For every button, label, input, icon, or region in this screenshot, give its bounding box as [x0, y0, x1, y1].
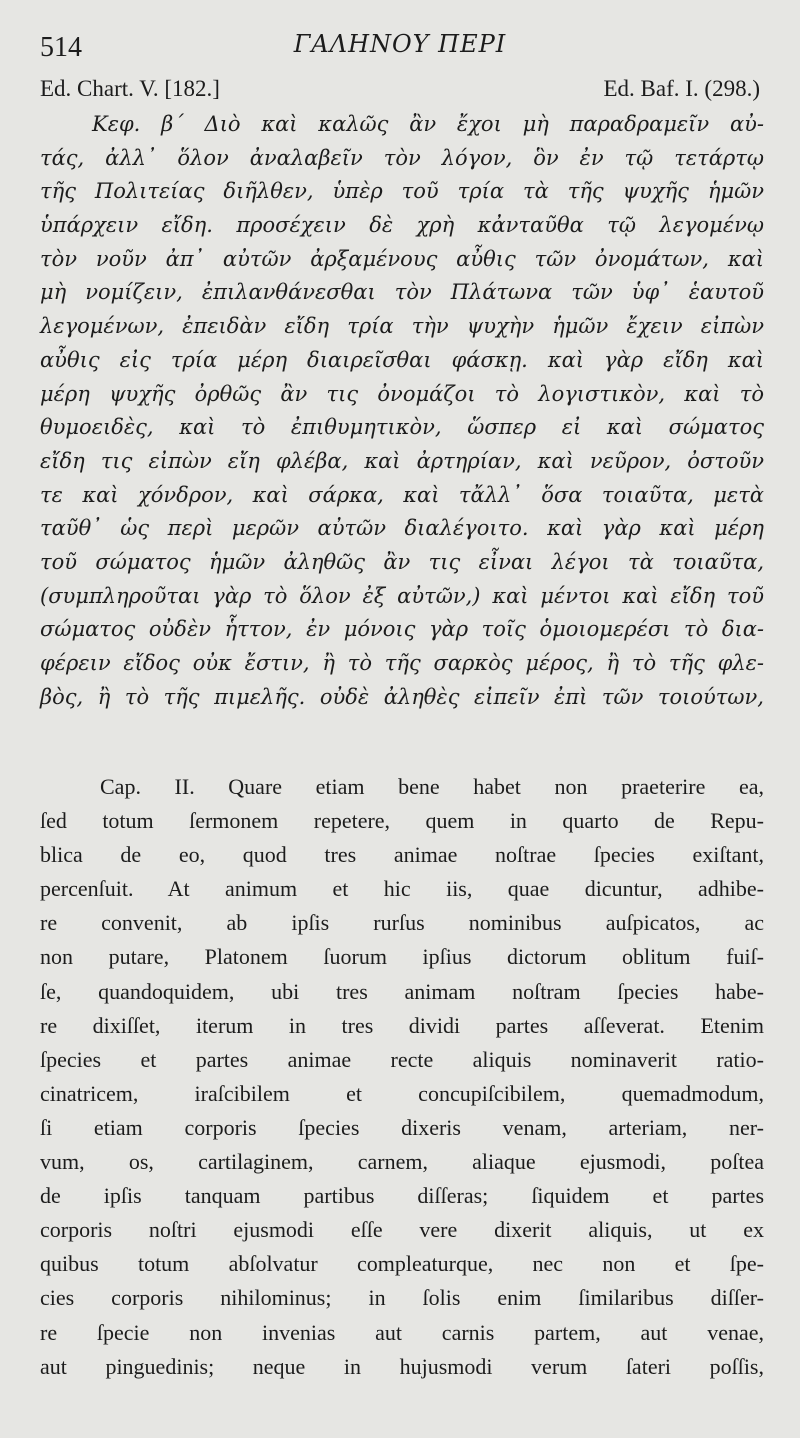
latin-line: vum, os, cartilaginem, carnem, aliaque ejusmodi, poſtea — [40, 1149, 764, 1175]
greek-line: Κεφ. β΄ Διὸ καὶ καλῶς ἂν ἔχοι μὴ παραδραμεῖν αὐ- — [92, 112, 764, 136]
latin-line: ſpecies et partes animae recte aliquis nominaverit ratio- — [40, 1046, 764, 1072]
greek-line: τῆς Πολιτείας διῆλθεν, ὑπὲρ τοῦ τρία τὰ τῆς ψυχῆς ἡμῶν — [40, 179, 764, 204]
greek-line: τὸν νοῦν ἀπ᾽ αὐτῶν ἀρξαμένους αὖθις τῶν ὀνομάτων, καὶ — [40, 246, 764, 271]
latin-line: re ſpecie non invenias aut carnis partem, aut venae, — [40, 1319, 764, 1345]
greek-line: τάς, ἀλλ᾽ ὅλον ἀναλαβεῖν τὸν λόγον, ὃν ἐν τῷ τετάρτῳ — [40, 145, 764, 170]
latin-line: re dixiſſet, iterum in tres dividi partes aſſeverat. Etenim — [40, 1012, 764, 1038]
edition-references — [40, 76, 760, 106]
greek-line: αὖθις εἰς τρία μέρη διαιρεῖσθαι φάσκῃ. καὶ γὰρ εἴδη καὶ — [40, 347, 764, 372]
latin-line: cinatricem, iraſcibilem et concupiſcibilem, quemadmodum, — [40, 1080, 764, 1106]
latin-line: ſe, quandoquidem, ubi tres animam noſtram ſpecies habe- — [40, 978, 764, 1004]
page-header — [0, 30, 800, 70]
greek-line: φέρειν εἴδος οὐκ ἔστιν, ἢ τὸ τῆς σαρκὸς μέρος, ἢ τὸ τῆς φλε- — [40, 651, 764, 675]
greek-line: (συμπληροῦται γὰρ τὸ ὅλον ἐξ αὐτῶν,) καὶ μέντοι καὶ εἴδη τοῦ — [40, 583, 764, 608]
greek-line: τοῦ σώματος ἡμῶν ἀληθῶς ἂν τις εἶναι λέγοι τὰ τοιαῦτα, — [40, 549, 764, 574]
latin-line: blica de eo, quod tres animae noſtrae ſpecies exiſtant, — [40, 842, 764, 868]
latin-line: non putare, Platonem ſuorum ipſius dictorum oblitum fuiſ- — [40, 944, 764, 970]
latin-line: Cap. II. Quare etiam bene habet non praeterire ea, — [100, 774, 764, 799]
latin-line: quibus totum abſolvatur compleaturque, nec non et ſpe- — [40, 1251, 764, 1277]
latin-line: cies corporis nihilominus; in ſolis enim ſimilaribus diſſer- — [40, 1285, 764, 1311]
greek-line: ταῦθ᾽ ὡς περὶ μερῶν αὐτῶν διαλέγοιτο. καὶ γὰρ καὶ μέρη — [40, 516, 764, 541]
latin-line: ſed totum ſermonem repetere, quem in quarto de Repu- — [40, 808, 764, 834]
latin-line: aut pinguedinis; neque in hujusmodi verum ſateri poſſis, — [40, 1353, 764, 1379]
latin-line: ſi etiam corporis ſpecies dixeris venam, arteriam, ner- — [40, 1114, 764, 1140]
latin-line: de ipſis tanquam partibus diſſeras; ſiquidem et partes — [40, 1183, 764, 1209]
greek-line: λεγομένων, ἐπειδὰν εἴδη τρία τὴν ψυχὴν ἡμῶν ἔχειν εἰπὼν — [40, 314, 764, 339]
edition-basel: Ed. Baf. I. (298.) — [603, 76, 760, 101]
edition-chartier: Ed. Chart. V. [182.] — [40, 76, 220, 101]
greek-line: ὑπάρχειν εἴδη. προσέχειν δὲ χρὴ κἀνταῦθα τῷ λεγομένῳ — [40, 213, 764, 238]
greek-line: μέρη ψυχῆς ὀρθῶς ἂν τις ὀνομάζοι τὸ λογιστικὸν, καὶ τὸ — [40, 381, 764, 406]
latin-text-block — [40, 770, 764, 1384]
greek-line: τε καὶ χόνδρον, καὶ σάρκα, καὶ τἄλλ᾽ ὅσα τοιαῦτα, μετὰ — [40, 482, 764, 507]
greek-text-block — [40, 108, 764, 714]
latin-line: percenſuit. At animum et hic iis, quae dicuntur, adhibe- — [40, 876, 764, 902]
latin-line: re convenit, ab ipſis rurſus nominibus auſpicatos, ac — [40, 910, 764, 936]
latin-line: corporis noſtri ejusmodi eſſe vere dixerit aliquis, ut ex — [40, 1217, 764, 1243]
greek-line: βὸς, ἢ τὸ τῆς πιμελῆς. οὐδὲ ἀληθὲς εἰπεῖν ἐπὶ τῶν τοιούτων, — [40, 684, 764, 709]
greek-line: εἴδη τις εἰπὼν εἴη φλέβα, καὶ ἀρτηρίαν, καὶ νεῦρον, ὀστοῦν — [40, 448, 764, 473]
greek-line: σώματος οὐδὲν ἧττον, ἐν μόνοις γὰρ τοῖς ὁμοιομερέσι τὸ δια- — [40, 617, 764, 642]
greek-line: μὴ νομίζειν, ἐπιλανθάνεσθαι τὸν Πλάτωνα τῶν ὑφ᾽ ἑαυτοῦ — [40, 280, 764, 305]
greek-line: θυμοειδὲς, καὶ τὸ ἐπιθυμητικὸν, ὥσπερ εἰ καὶ σώματος — [40, 415, 764, 440]
running-title: ΓΑΛΗΝΟΥ ΠΕΡΙ — [293, 30, 507, 58]
page-number: 514 — [40, 32, 82, 63]
